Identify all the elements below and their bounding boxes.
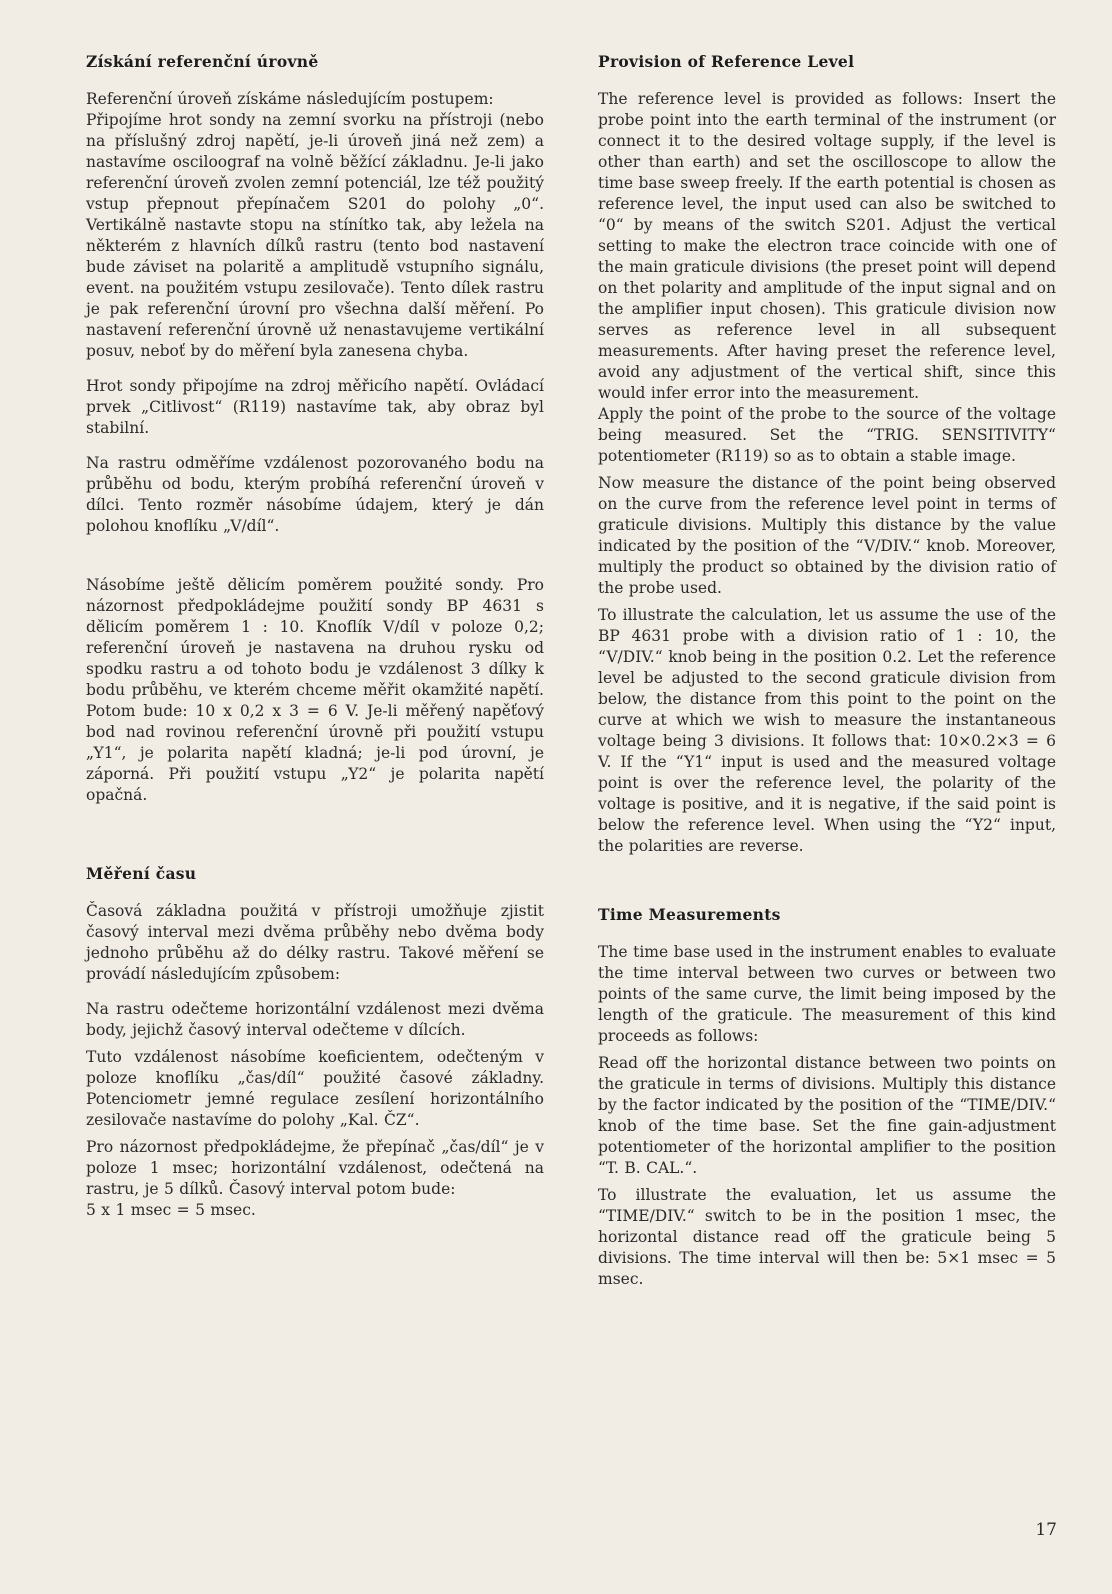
paragraph: Na rastru odměříme vzdálenost pozorovaného bodu na průběhu od bodu, kterým probíhá referenční úroveň v dílci. Tento rozměr násobíme údajem, který je dán polohou knoflíku „V/díl“.	[86, 454, 544, 535]
section-title-time-measurements-en: Time Measurements	[598, 905, 781, 924]
paragraph: Připojíme hrot sondy na zemní svorku na přístroji (nebo na příslušný zdroj napětí, je-li úroveň jiná než zem) a nastavíme osciloograf na volně běžící základnu. Je-li jako referenční úroveň zvolen zemní potenciál, lze též použitý vstup přepnout přepínačem S201 do polohy „0“. Vertikálně nastavte stopu na stínítko tak, aby ležela na některém z hlavních dílků rastru (tento bod nastavení bude záviset na polaritě a amplitudě vstupního signálu, event. na použitém vstupu zesilovače). Tento dílek rastru je pak referenční úrovní pro všechna další měření. Po nastavení referenční úrovně už nenastavujeme vertikální posuv, neboť by do měření byla zanesena chyba.	[86, 111, 544, 360]
paragraph: The reference level is provided as follows: Insert the probe point into the earth terminal of the instrument (or connect it to the desired voltage supply, if the level is other than earth) and set the oscilloscope to allow the time base sweep freely. If the earth potential is chosen as reference level, the input used can also be switched to “0“ by means of the switch S201. Adjust the vertical setting to make the electron trace coincide with one of the main graticule divisions (the preset point will depend on thet polarity and amplitude of the input signal and on the amplifier input chosen). This graticule division now serves as reference level in all subsequent measurements. After having preset the reference level, avoid any adjustment of the vertical shift, since this would infer error into the measurement.	[598, 90, 1056, 402]
section-title-reference-level-cz: Získání referenční úrovně	[86, 52, 319, 71]
section-title-reference-level-en: Provision of Reference Level	[598, 52, 855, 71]
paragraph: Read off the horizontal distance between two points on the graticule in terms of divisions. Multiply this distance by the factor indicated by the position of the “TIME/DIV.“ knob of the time base. Set the fine gain-adjustment potentiometer of the horizontal amplifier to the position “T. B. CAL.“.	[598, 1054, 1056, 1177]
paragraph: To illustrate the evaluation, let us assume the “TIME/DIV.“ switch to be in the position 1 msec, the horizontal distance read off the graticule being 5 divisions. The time interval will then be: 5×1 msec = 5 msec.	[598, 1186, 1056, 1288]
paragraph: Apply the point of the probe to the source of the voltage being measured. Set the “TRIG. SENSITIVITY“ potentiometer (R119) so as to obtain a stable image.	[598, 405, 1056, 465]
paragraph: Časová základna použitá v přístroji umožňuje zjistit časový interval mezi dvěma průběhy nebo dvěma body jednoho průběhu až do délky rastru. Takové měření se provádí následujícím způsobem:	[86, 902, 544, 983]
page-number: 17	[1035, 1520, 1057, 1540]
paragraph: Násobíme ještě dělicím poměrem použité sondy. Pro názornost předpokládejme použití sondy BP 4631 s dělicím poměrem 1 : 10. Knoflík V/díl v poloze 0,2; referenční úroveň je nastavena na druhou rysku od spodku rastru a od tohoto bodu je vzdálenost 3 dílky k bodu průběhu, ve kterém chceme měřit okamžité napětí. Potom bude: 10 x 0,2 x 3 = 6 V. Je-li měřený napěťový bod nad rovinou referenční úrovně při použití vstupu „Y1“, je polarita napětí kladná; je-li pod úrovní, je záporná. Při použití vstupu „Y2“ je polarita napětí opačná.	[86, 576, 544, 804]
czech-column	[86, 52, 544, 1221]
paragraph: The time base used in the instrument enables to evaluate the time interval between two curves or between two points of the same curve, the limit being imposed by the length of the graticule. The measurement of this kind proceeds as follows:	[598, 943, 1056, 1045]
paragraph: Na rastru odečteme horizontální vzdálenost mezi dvěma body, jejichž časový interval odečteme v dílcích.	[86, 1000, 544, 1039]
paragraph: Referenční úroveň získáme následujícím postupem:	[86, 90, 494, 108]
paragraph: Pro názornost předpokládejme, že přepínač „čas/díl“ je v poloze 1 msec; horizontální vzdálenost, odečtená na rastru, je 5 dílků. Časový interval potom bude:	[86, 1138, 544, 1198]
english-column	[598, 52, 1056, 1290]
paragraph: Tuto vzdálenost násobíme koeficientem, odečteným v poloze knoflíku „čas/díl“ použité časové základny. Potenciometr jemné regulace zesílení horizontálního zesilovače nastavíme do polohy „Kal. ČZ“.	[86, 1048, 544, 1129]
section-title-time-measurement-cz: Měření času	[86, 864, 197, 883]
paragraph: To illustrate the calculation, let us assume the use of the BP 4631 probe with a division ratio of 1 : 10, the “V/DIV.“ knob being in the position 0.2. Let the reference level be adjusted to the second graticule division from below, the distance from this point to the point on the curve at which we wish to measure the instantaneous voltage being 3 divisions. It follows that: 10×0.2×3 = 6 V. If the “Y1“ input is used and the measured voltage point is over the reference level, the polarity of the voltage is positive, and it is negative, if the said point is below the reference level. When using the “Y2“ input, the polarities are reverse.	[598, 606, 1056, 855]
paragraph: Hrot sondy připojíme na zdroj měřicího napětí. Ovládací prvek „Citlivost“ (R119) nastavíme tak, aby obraz byl stabilní.	[86, 377, 544, 437]
paragraph: Now measure the distance of the point being observed on the curve from the reference level point in terms of graticule divisions. Multiply this distance by the value indicated by the position of the “V/DIV.“ knob. Moreover, multiply the product so obtained by the division ratio of the probe used.	[598, 474, 1056, 597]
paragraph: 5 x 1 msec = 5 msec.	[86, 1201, 256, 1219]
